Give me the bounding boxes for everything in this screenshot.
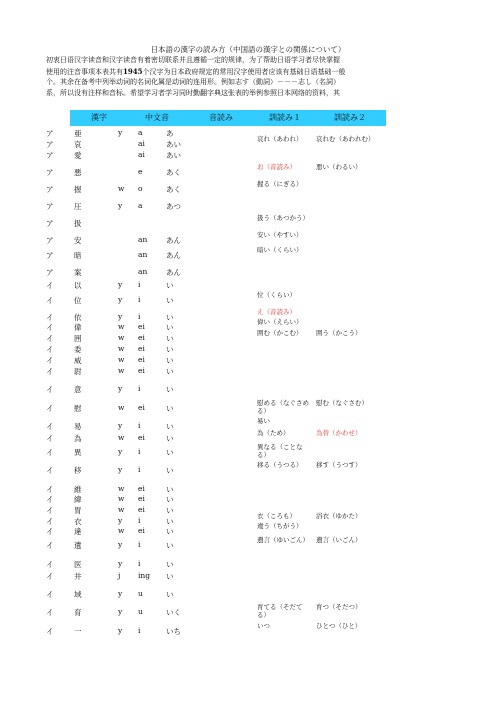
kun1-cell: 安い（やすい） bbox=[257, 231, 303, 239]
kun1-cell: 偉い（えらい） bbox=[257, 318, 303, 326]
onyomi-cell: い bbox=[166, 434, 174, 443]
kun2-cell: 悪い（わるい） bbox=[316, 163, 362, 171]
kanji-cell: 亜 bbox=[74, 129, 82, 138]
onyomi-cell: い bbox=[166, 560, 174, 569]
kanji-cell: 医 bbox=[74, 560, 82, 569]
onyomi-cell: い bbox=[166, 345, 174, 354]
kanji-cell: 暗 bbox=[74, 251, 82, 260]
kana-cell: イ bbox=[46, 367, 54, 376]
onyomi-cell: い bbox=[166, 385, 174, 394]
kun2-cell: 遺言（いごん） bbox=[316, 536, 362, 544]
pinyin-final-cell: ei bbox=[138, 333, 145, 342]
kun1-cell: 移る（うつる） bbox=[257, 461, 303, 469]
kun1-cell: 育てる（そだてる） bbox=[257, 603, 303, 619]
kana-cell: イ bbox=[46, 541, 54, 550]
intro-text: 使用的注音事项本表共有 bbox=[46, 68, 123, 76]
kanji-cell: 圧 bbox=[74, 202, 82, 211]
pinyin-initial-cell: y bbox=[118, 384, 123, 393]
kanji-cell: 易 bbox=[74, 422, 82, 431]
kun1-cell: 異なる（ことなる） bbox=[257, 443, 303, 459]
kun2-cell: 育つ（そだつ） bbox=[316, 603, 362, 611]
kanji-cell: 違 bbox=[74, 527, 82, 536]
pinyin-initial-cell: y bbox=[118, 295, 123, 304]
pinyin-final-cell: ei bbox=[138, 355, 145, 364]
pinyin-initial-cell: y bbox=[118, 421, 123, 430]
kun2-cell: 移す（うつす） bbox=[316, 461, 362, 469]
pinyin-final-cell: i bbox=[138, 447, 141, 456]
pinyin-final-cell: i bbox=[138, 559, 141, 568]
pinyin-initial-cell: w bbox=[118, 184, 125, 193]
pinyin-initial-cell: y bbox=[118, 447, 123, 456]
onyomi-cell: い bbox=[166, 527, 174, 536]
pinyin-final-cell: i bbox=[138, 280, 141, 289]
kana-cell: ア bbox=[46, 268, 54, 277]
pinyin-final-cell: o bbox=[138, 184, 143, 193]
pinyin-final-cell: a bbox=[138, 128, 143, 137]
pinyin-final-cell: a bbox=[138, 201, 143, 210]
pinyin-initial-cell: w bbox=[118, 484, 125, 493]
kanji-cell: 異 bbox=[74, 448, 82, 457]
onyomi-cell: い bbox=[166, 517, 174, 526]
onyomi-cell: あい bbox=[166, 151, 181, 160]
kanji-cell: 握 bbox=[74, 185, 82, 194]
kana-cell: イ bbox=[46, 485, 54, 494]
kana-cell: イ bbox=[46, 313, 54, 322]
onyomi-cell: あく bbox=[166, 168, 181, 177]
onyomi-cell: い bbox=[166, 296, 174, 305]
pinyin-final-cell: an bbox=[138, 235, 148, 244]
kana-cell: イ bbox=[46, 560, 54, 569]
kana-cell: イ bbox=[46, 527, 54, 536]
pinyin-initial-cell: w bbox=[118, 433, 125, 442]
kun1-cell: 哀れ（あわれ） bbox=[257, 135, 303, 143]
kana-cell: ア bbox=[46, 185, 54, 194]
kana-cell: イ bbox=[46, 517, 54, 526]
kun1-cell: 慰める（なぐさめる） bbox=[257, 399, 309, 415]
kanji-cell: 囲 bbox=[74, 334, 82, 343]
kana-cell: イ bbox=[46, 323, 54, 332]
pinyin-final-cell: ei bbox=[138, 433, 145, 442]
pinyin-final-cell: ai bbox=[138, 139, 145, 148]
pinyin-final-cell: i bbox=[138, 295, 141, 304]
kun2-cell: 為替（かわせ） bbox=[316, 429, 362, 437]
header-kun2: 訓読み２ bbox=[314, 110, 386, 126]
kanji-cell: 委 bbox=[74, 345, 82, 354]
pinyin-final-cell: i bbox=[138, 626, 141, 635]
onyomi-cell: い bbox=[166, 281, 174, 290]
pinyin-final-cell: ai bbox=[138, 150, 145, 159]
page-title: 日本語の漢字の読み方（中国語の漢字との関係について） bbox=[150, 45, 346, 54]
kana-cell: イ bbox=[46, 404, 54, 413]
kanji-cell: 域 bbox=[74, 590, 82, 599]
kanji-cell: 以 bbox=[74, 281, 82, 290]
kana-cell: イ bbox=[46, 448, 54, 457]
onyomi-cell: あ bbox=[166, 129, 174, 138]
onyomi-cell: いち bbox=[166, 627, 181, 636]
onyomi-cell: あん bbox=[166, 236, 181, 245]
kana-cell: ア bbox=[46, 151, 54, 160]
intro-line-1: 初衷日语汉字读音和汉字读音有着密切联系并且遵循一定的规律，为了帮助日语学习者尽快掌握 bbox=[46, 56, 340, 64]
kanji-cell: 育 bbox=[74, 608, 82, 617]
kana-cell: ア bbox=[46, 219, 54, 228]
kun1-cell: いつ bbox=[257, 622, 270, 630]
kun1-cell: 衣（ころも） bbox=[257, 512, 296, 520]
kanji-cell: 為 bbox=[74, 434, 82, 443]
pinyin-final-cell: i bbox=[138, 465, 141, 474]
kanji-cell: 悪 bbox=[74, 168, 82, 177]
onyomi-cell: い bbox=[166, 422, 174, 431]
kanji-cell: 一 bbox=[74, 627, 82, 636]
kanji-cell: 尉 bbox=[74, 367, 82, 376]
intro-line-3: 个。其余在备考中列举动词的名词化属是动词的连用形。例如志す（動詞）－－－志し（名詞） bbox=[46, 78, 340, 86]
pinyin-final-cell: an bbox=[138, 250, 148, 259]
pinyin-initial-cell: w bbox=[118, 505, 125, 514]
intro-text: 个汉字为日本政府规定的常用汉字使用者应该有基础日语基础一般 bbox=[142, 68, 346, 76]
kanji-cell: 扱 bbox=[74, 219, 82, 228]
onyomi-cell: い bbox=[166, 541, 174, 550]
onyomi-cell: い bbox=[166, 367, 174, 376]
kana-cell: イ bbox=[46, 334, 54, 343]
pinyin-final-cell: i bbox=[138, 540, 141, 549]
onyomi-cell: い bbox=[166, 323, 174, 332]
pinyin-initial-cell: w bbox=[118, 355, 125, 364]
onyomi-cell: い bbox=[166, 506, 174, 515]
kun2-cell: 浴衣（ゆかた） bbox=[316, 512, 362, 520]
pinyin-initial-cell: y bbox=[118, 128, 123, 137]
pinyin-initial-cell: y bbox=[118, 559, 123, 568]
kanji-cell: 偉 bbox=[74, 323, 82, 332]
onyomi-cell: あん bbox=[166, 251, 181, 260]
kana-cell: イ bbox=[46, 356, 54, 365]
header-kanji: 漢字 bbox=[70, 110, 128, 126]
pinyin-initial-cell: y bbox=[118, 280, 123, 289]
kun1-cell: お（音読み） bbox=[257, 163, 296, 171]
kana-cell: イ bbox=[46, 296, 54, 305]
kana-cell: イ bbox=[46, 434, 54, 443]
pinyin-initial-cell: w bbox=[118, 344, 125, 353]
onyomi-cell: い bbox=[166, 572, 174, 581]
onyomi-cell: あく bbox=[166, 185, 181, 194]
kun2-cell: 慰む（なぐさむ） bbox=[316, 399, 368, 407]
pinyin-initial-cell: y bbox=[118, 540, 123, 549]
pinyin-initial-cell: j bbox=[118, 571, 121, 580]
pinyin-final-cell: ei bbox=[138, 526, 145, 535]
kana-cell: ア bbox=[46, 202, 54, 211]
pinyin-initial-cell: w bbox=[118, 322, 125, 331]
kana-cell: イ bbox=[46, 466, 54, 475]
pinyin-initial-cell: w bbox=[118, 333, 125, 342]
kana-cell: イ bbox=[46, 572, 54, 581]
pinyin-initial-cell: y bbox=[118, 516, 123, 525]
kana-cell: イ bbox=[46, 345, 54, 354]
onyomi-cell: い bbox=[166, 590, 174, 599]
kanji-cell: 衣 bbox=[74, 517, 82, 526]
header-onyomi: 音読み bbox=[186, 110, 256, 126]
kana-cell: イ bbox=[46, 495, 54, 504]
onyomi-cell: い bbox=[166, 404, 174, 413]
kun2-cell: ひとつ（ひと） bbox=[316, 622, 362, 630]
kana-cell: イ bbox=[46, 422, 54, 431]
header-kun1: 訓読み１ bbox=[256, 110, 314, 126]
pinyin-initial-cell: y bbox=[118, 589, 123, 598]
pinyin-initial-cell: y bbox=[118, 201, 123, 210]
kanji-count: 1945 bbox=[123, 67, 143, 76]
kana-cell: ア bbox=[46, 251, 54, 260]
pinyin-initial-cell: w bbox=[118, 526, 125, 535]
kun1-cell: 扱う（あつかう） bbox=[257, 214, 309, 222]
kanji-cell: 維 bbox=[74, 485, 82, 494]
kana-cell: イ bbox=[46, 627, 54, 636]
header-chinese: 中文音 bbox=[128, 110, 186, 126]
kanji-cell: 意 bbox=[74, 385, 82, 394]
onyomi-cell: い bbox=[166, 356, 174, 365]
onyomi-cell: い bbox=[166, 485, 174, 494]
pinyin-final-cell: e bbox=[138, 167, 143, 176]
pinyin-initial-cell: y bbox=[118, 607, 123, 616]
pinyin-final-cell: ei bbox=[138, 494, 145, 503]
kun1-cell: 握る（にぎる） bbox=[257, 180, 303, 188]
pinyin-final-cell: i bbox=[138, 421, 141, 430]
pinyin-final-cell: i bbox=[138, 312, 141, 321]
kana-cell: ア bbox=[46, 168, 54, 177]
kun1-cell: 違う（ちがう） bbox=[257, 522, 303, 530]
onyomi-cell: い bbox=[166, 334, 174, 343]
kun1-cell: 暗い（くらい） bbox=[257, 246, 303, 254]
pinyin-final-cell: ing bbox=[138, 571, 151, 580]
pinyin-final-cell: ei bbox=[138, 366, 145, 375]
pinyin-final-cell: u bbox=[138, 589, 143, 598]
kanji-cell: 胃 bbox=[74, 506, 82, 515]
kanji-cell: 井 bbox=[74, 572, 82, 581]
kana-cell: ア bbox=[46, 129, 54, 138]
intro-line-4: 系，所以没有注样和音标。希望学习者学习同时勤翻字典这张表的举例参照日本网络的资料，其 bbox=[46, 89, 340, 97]
pinyin-initial-cell: w bbox=[118, 403, 125, 412]
kanji-cell: 威 bbox=[74, 356, 82, 365]
pinyin-initial-cell: w bbox=[118, 494, 125, 503]
pinyin-final-cell: ei bbox=[138, 484, 145, 493]
onyomi-cell: あい bbox=[166, 140, 181, 149]
kana-cell: イ bbox=[46, 590, 54, 599]
kun2-cell: 囲う（かこう） bbox=[316, 329, 362, 337]
kun1-cell: え（音読み） bbox=[257, 308, 296, 316]
kun1-cell: 位（くらい） bbox=[257, 291, 296, 299]
kanji-cell: 移 bbox=[74, 466, 82, 475]
kanji-cell: 案 bbox=[74, 268, 82, 277]
kana-cell: イ bbox=[46, 506, 54, 515]
kana-cell: イ bbox=[46, 385, 54, 394]
pinyin-initial-cell: y bbox=[118, 312, 123, 321]
onyomi-cell: い bbox=[166, 448, 174, 457]
kun1-cell: 囲む（かこむ） bbox=[257, 329, 303, 337]
kana-cell: イ bbox=[46, 281, 54, 290]
kana-cell: イ bbox=[46, 608, 54, 617]
kun1-cell: 為（ため） bbox=[257, 429, 290, 437]
onyomi-cell: いく bbox=[166, 608, 181, 617]
kanji-cell: 依 bbox=[74, 313, 82, 322]
kanji-cell: 慰 bbox=[74, 404, 82, 413]
pinyin-initial-cell: y bbox=[118, 465, 123, 474]
kanji-cell: 哀 bbox=[74, 140, 82, 149]
pinyin-initial-cell: y bbox=[118, 626, 123, 635]
kana-cell: ア bbox=[46, 236, 54, 245]
kanji-cell: 緯 bbox=[74, 495, 82, 504]
kanji-cell: 安 bbox=[74, 236, 82, 245]
onyomi-cell: い bbox=[166, 466, 174, 475]
pinyin-final-cell: i bbox=[138, 384, 141, 393]
pinyin-final-cell: ei bbox=[138, 344, 145, 353]
pinyin-final-cell: i bbox=[138, 516, 141, 525]
pinyin-initial-cell: w bbox=[118, 366, 125, 375]
onyomi-cell: あつ bbox=[166, 202, 181, 211]
kana-cell: ア bbox=[46, 140, 54, 149]
kanji-cell: 位 bbox=[74, 296, 82, 305]
onyomi-cell: あん bbox=[166, 268, 181, 277]
kun2-cell: 哀れむ（あわれむ） bbox=[316, 135, 375, 143]
kanji-cell: 愛 bbox=[74, 151, 82, 160]
kun1-cell: 易い bbox=[257, 417, 270, 425]
pinyin-final-cell: ei bbox=[138, 322, 145, 331]
kanji-cell: 遺 bbox=[74, 541, 82, 550]
kun1-cell: 遺言（ゆいごん） bbox=[257, 536, 309, 544]
onyomi-cell: い bbox=[166, 495, 174, 504]
pinyin-final-cell: u bbox=[138, 607, 143, 616]
pinyin-final-cell: ei bbox=[138, 403, 145, 412]
pinyin-final-cell: ei bbox=[138, 505, 145, 514]
onyomi-cell: い bbox=[166, 313, 174, 322]
pinyin-final-cell: an bbox=[138, 267, 148, 276]
